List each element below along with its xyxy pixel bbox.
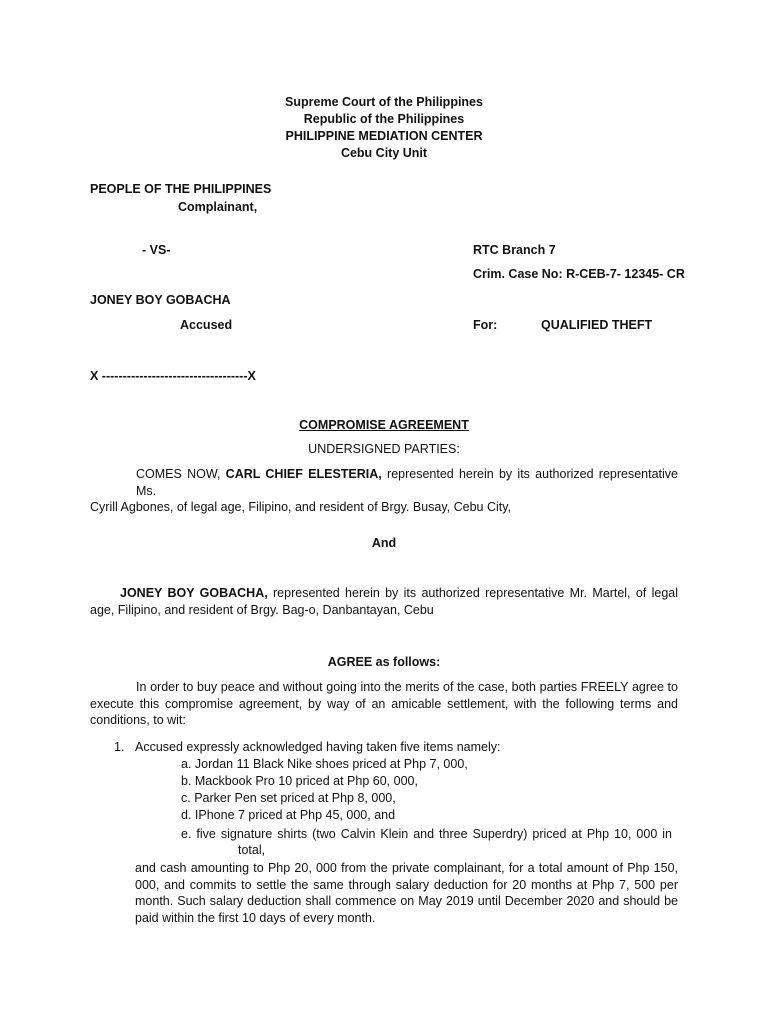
accused-role: Accused	[180, 318, 233, 332]
agreement-title: COMPROMISE AGREEMENT	[299, 418, 469, 432]
offense: QUALIFIED THEFT	[541, 318, 653, 332]
sub-item-b: b. Mackbook Pro 10 priced at Php 60, 000,	[181, 774, 418, 788]
mediation-center: PHILIPPINE MEDIATION CENTER	[285, 129, 483, 143]
court-branch: RTC Branch 7	[473, 243, 556, 257]
party1-paragraph: COMES NOW, CARL CHIEF ELESTERIA, represented herein by its authorized representative Ms. Cyrill Agbones, of legal age, Filipino, and resident of Brgy. Busay, Cebu City,	[90, 467, 678, 514]
sub-item-a: a. Jordan 11 Black Nike shoes priced at Php 7, 000,	[181, 757, 468, 771]
agree-heading: AGREE as follows:	[327, 655, 441, 669]
accused-name: JONEY BOY GOBACHA	[90, 293, 231, 307]
sub-item-e: e. five signature shirts (two Calvin Klein and three Superdry) priced at Php 10, 000 in	[181, 827, 672, 841]
republic-name: Republic of the Philippines	[303, 112, 465, 126]
parties-heading: UNDERSIGNED PARTIES:	[308, 442, 460, 456]
for-label: For:	[473, 318, 498, 332]
sub-item-c: c. Parker Pen set priced at Php 8, 000,	[181, 791, 396, 805]
caption-separator: X -----------------------------------X	[90, 369, 256, 383]
and-word: And	[371, 536, 397, 550]
sub-item-e-continued: total,	[238, 843, 266, 857]
case-number: Crim. Case No: R-CEB-7- 12345- CR	[473, 267, 685, 281]
party2-name: JONEY BOY GOBACHA,	[120, 586, 268, 600]
party2-paragraph: JONEY BOY GOBACHA, represented herein by its authorized representative Mr. Martel, of legal age, Filipino, and resident of Brgy. Bag-o, Danbantayan, Cebu	[90, 586, 678, 617]
court-name: Supreme Court of the Philippines	[285, 95, 483, 109]
cash-paragraph: and cash amounting to Php 20, 000 from the private complainant, for a total amount of Php 150, 000, and commits to settle the same through salary deduction for 20 months at Php 7, 500 per month. Such salary deduction shall commence on May 2019 until December 2020 and should be paid within the first 10 days of every month.	[135, 861, 678, 925]
complainant-name: PEOPLE OF THE PHILIPPINES	[90, 182, 272, 196]
sub-item-d: d. IPhone 7 priced at Php 45, 000, and	[181, 808, 396, 822]
complainant-role: Complainant,	[178, 200, 258, 214]
item1-text: Accused expressly acknowledged having taken five items namely:	[135, 740, 501, 754]
party1-name: CARL CHIEF ELESTERIA,	[225, 467, 382, 481]
versus-label: - VS-	[142, 243, 171, 257]
city-unit: Cebu City Unit	[340, 146, 428, 160]
intro-paragraph: In order to buy peace and without going into the merits of the case, both parties FREELY agree to execute this compromise agreement, by way of an amicable settlement, with the following terms and conditions, to wit:	[90, 680, 678, 727]
item1-number: 1.	[114, 740, 125, 754]
